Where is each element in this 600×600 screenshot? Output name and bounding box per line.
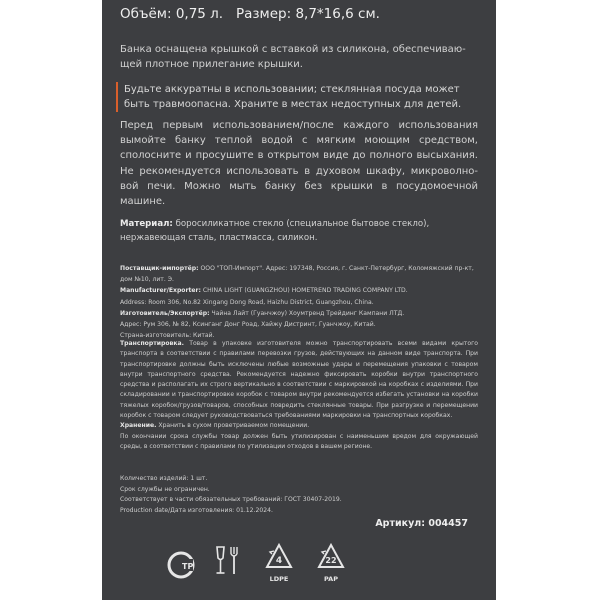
standard-line: Соответствует в части обязательных требований: ГОСТ 30407-2019. bbox=[120, 496, 342, 503]
manufacturer-line bbox=[120, 285, 478, 296]
eac-mark-icon bbox=[166, 550, 196, 580]
address-ru-line: Адрес: Рум 306, № 82, Ксинганг Донг Роад, Хайжу Дистринт, Гуанчжоу, Китай. bbox=[120, 321, 376, 329]
date-line: Production date/Дата изготовления: 01.12.2024. bbox=[120, 506, 273, 514]
storage-label: Хранение. bbox=[120, 422, 157, 430]
volume-text: Объём: 0,75 л. bbox=[120, 6, 224, 22]
storage-line bbox=[120, 421, 478, 431]
companies-block bbox=[120, 263, 478, 341]
warning-paragraph: Будьте аккуратны в использовании; стеклянная посуда может быть травмоопасна. Храните в местах недоступных для детей. bbox=[116, 82, 486, 112]
info-block bbox=[120, 474, 478, 516]
dimensions-line bbox=[120, 6, 478, 22]
maker-line bbox=[120, 308, 478, 319]
material-text: боросиликатное стекло (специальное бытовое стекло), нержавеющая сталь, пластмасса, силикон. bbox=[120, 219, 430, 243]
product-label bbox=[102, 0, 496, 600]
maker-label: Изготовитель/Экспортёр: bbox=[120, 309, 210, 317]
disposal-paragraph: По окончании срока службы товар должен быть утилизирован с наименьшим вредом для окружающей среды, в соответствии с правилами по утилизации отходов в вашем регионе. bbox=[120, 432, 478, 450]
svg-text:TP: TP bbox=[182, 562, 194, 571]
supplier-text: ООО "ТОП-Импорт". Адрес: 197348, Россия, г. Санкт-Петербург, Коломяжский пр-кт, дом №10, лит. Э. bbox=[120, 265, 474, 284]
manufacturer-text: CHINA LIGHT (GUANGZHOU) HOMETREND TRADING COMPANY LTD. bbox=[202, 287, 408, 295]
marking-icons bbox=[166, 538, 406, 594]
care-paragraph: Перед первым использованием/после каждого использования вымойте банку теплой водой с мягким моющим средством, сполосните и просушите в открытом виде до полного высыхания. Не рекомендуется использовать в духовом шкафу, микроволно- вой печи. Можно мыть банку без крышки в посудомоечной машине. bbox=[120, 120, 478, 208]
qty-line: Количество изделий: 1 шт. bbox=[120, 475, 208, 482]
recycle-pap-icon bbox=[316, 542, 346, 572]
intro-paragraph: Банка оснащена крышкой с вставкой из силикона, обеспечиваю- щей плотное прилегание крышки. bbox=[120, 44, 466, 70]
article-number: Артикул: 004457 bbox=[375, 518, 468, 529]
storage-text: Хранить в сухом проветриваемом помещении. bbox=[158, 422, 310, 430]
address-en-line: Address: Room 306, No.82 Xingang Dong Road, Haizhu District, Guangzhou, China. bbox=[120, 298, 374, 306]
material-block bbox=[120, 217, 478, 245]
material-label: Материал: bbox=[120, 219, 173, 229]
supplier-label: Поставщик-импортёр: bbox=[120, 265, 199, 272]
pap-label: PAP bbox=[324, 575, 338, 583]
recycle-ldpe-icon bbox=[264, 542, 294, 572]
transport-label: Транспортировка. bbox=[120, 340, 184, 347]
transport-text: Товар в упаковке изготовителя можно транспортировать всеми видами крытого транспорта в соответствии с правилами перевозки грузов, действующих на данном виде транспорта. При транспортировке должны быть исключены любые возможные удары и перемещения упаковки с товаром внутри транспортного средства. Рекомендуется надежно фиксировать коробки внутри транспортного средства и располагать их строго вертикально в соответствии с маркировкой на коробках с изделиями. При складировании и транспортировке коробок с товаром внутри рекомендуется избегать установки на коробки тяжелых коробок/грузов/товаров, способных повредить стеклянные товары. При разгрузке и перемещении коробок с товаром следует руководствоваться требованиями маркировки на транспортных коробках. bbox=[120, 340, 478, 420]
ldpe-number: 4 bbox=[275, 556, 283, 566]
life-line: Срок службы не ограничен. bbox=[120, 485, 210, 493]
size-text: Размер: 8,7*16,6 см. bbox=[235, 6, 380, 22]
ldpe-label: LDPE bbox=[269, 575, 289, 583]
manufacturer-label: Manufacturer/Exporter: bbox=[120, 287, 201, 295]
country-line: Страна-изготовитель: Китай. bbox=[120, 332, 215, 340]
supplier-line bbox=[120, 263, 478, 285]
transport-block bbox=[120, 339, 478, 452]
food-contact-icon bbox=[212, 544, 244, 578]
pap-number: 22 bbox=[325, 556, 337, 565]
transport-paragraph bbox=[120, 339, 478, 421]
maker-text: Чайна Лайт (Гуанчжоу) Хоумтренд Трейдинг Кампани ЛТД. bbox=[211, 309, 405, 317]
